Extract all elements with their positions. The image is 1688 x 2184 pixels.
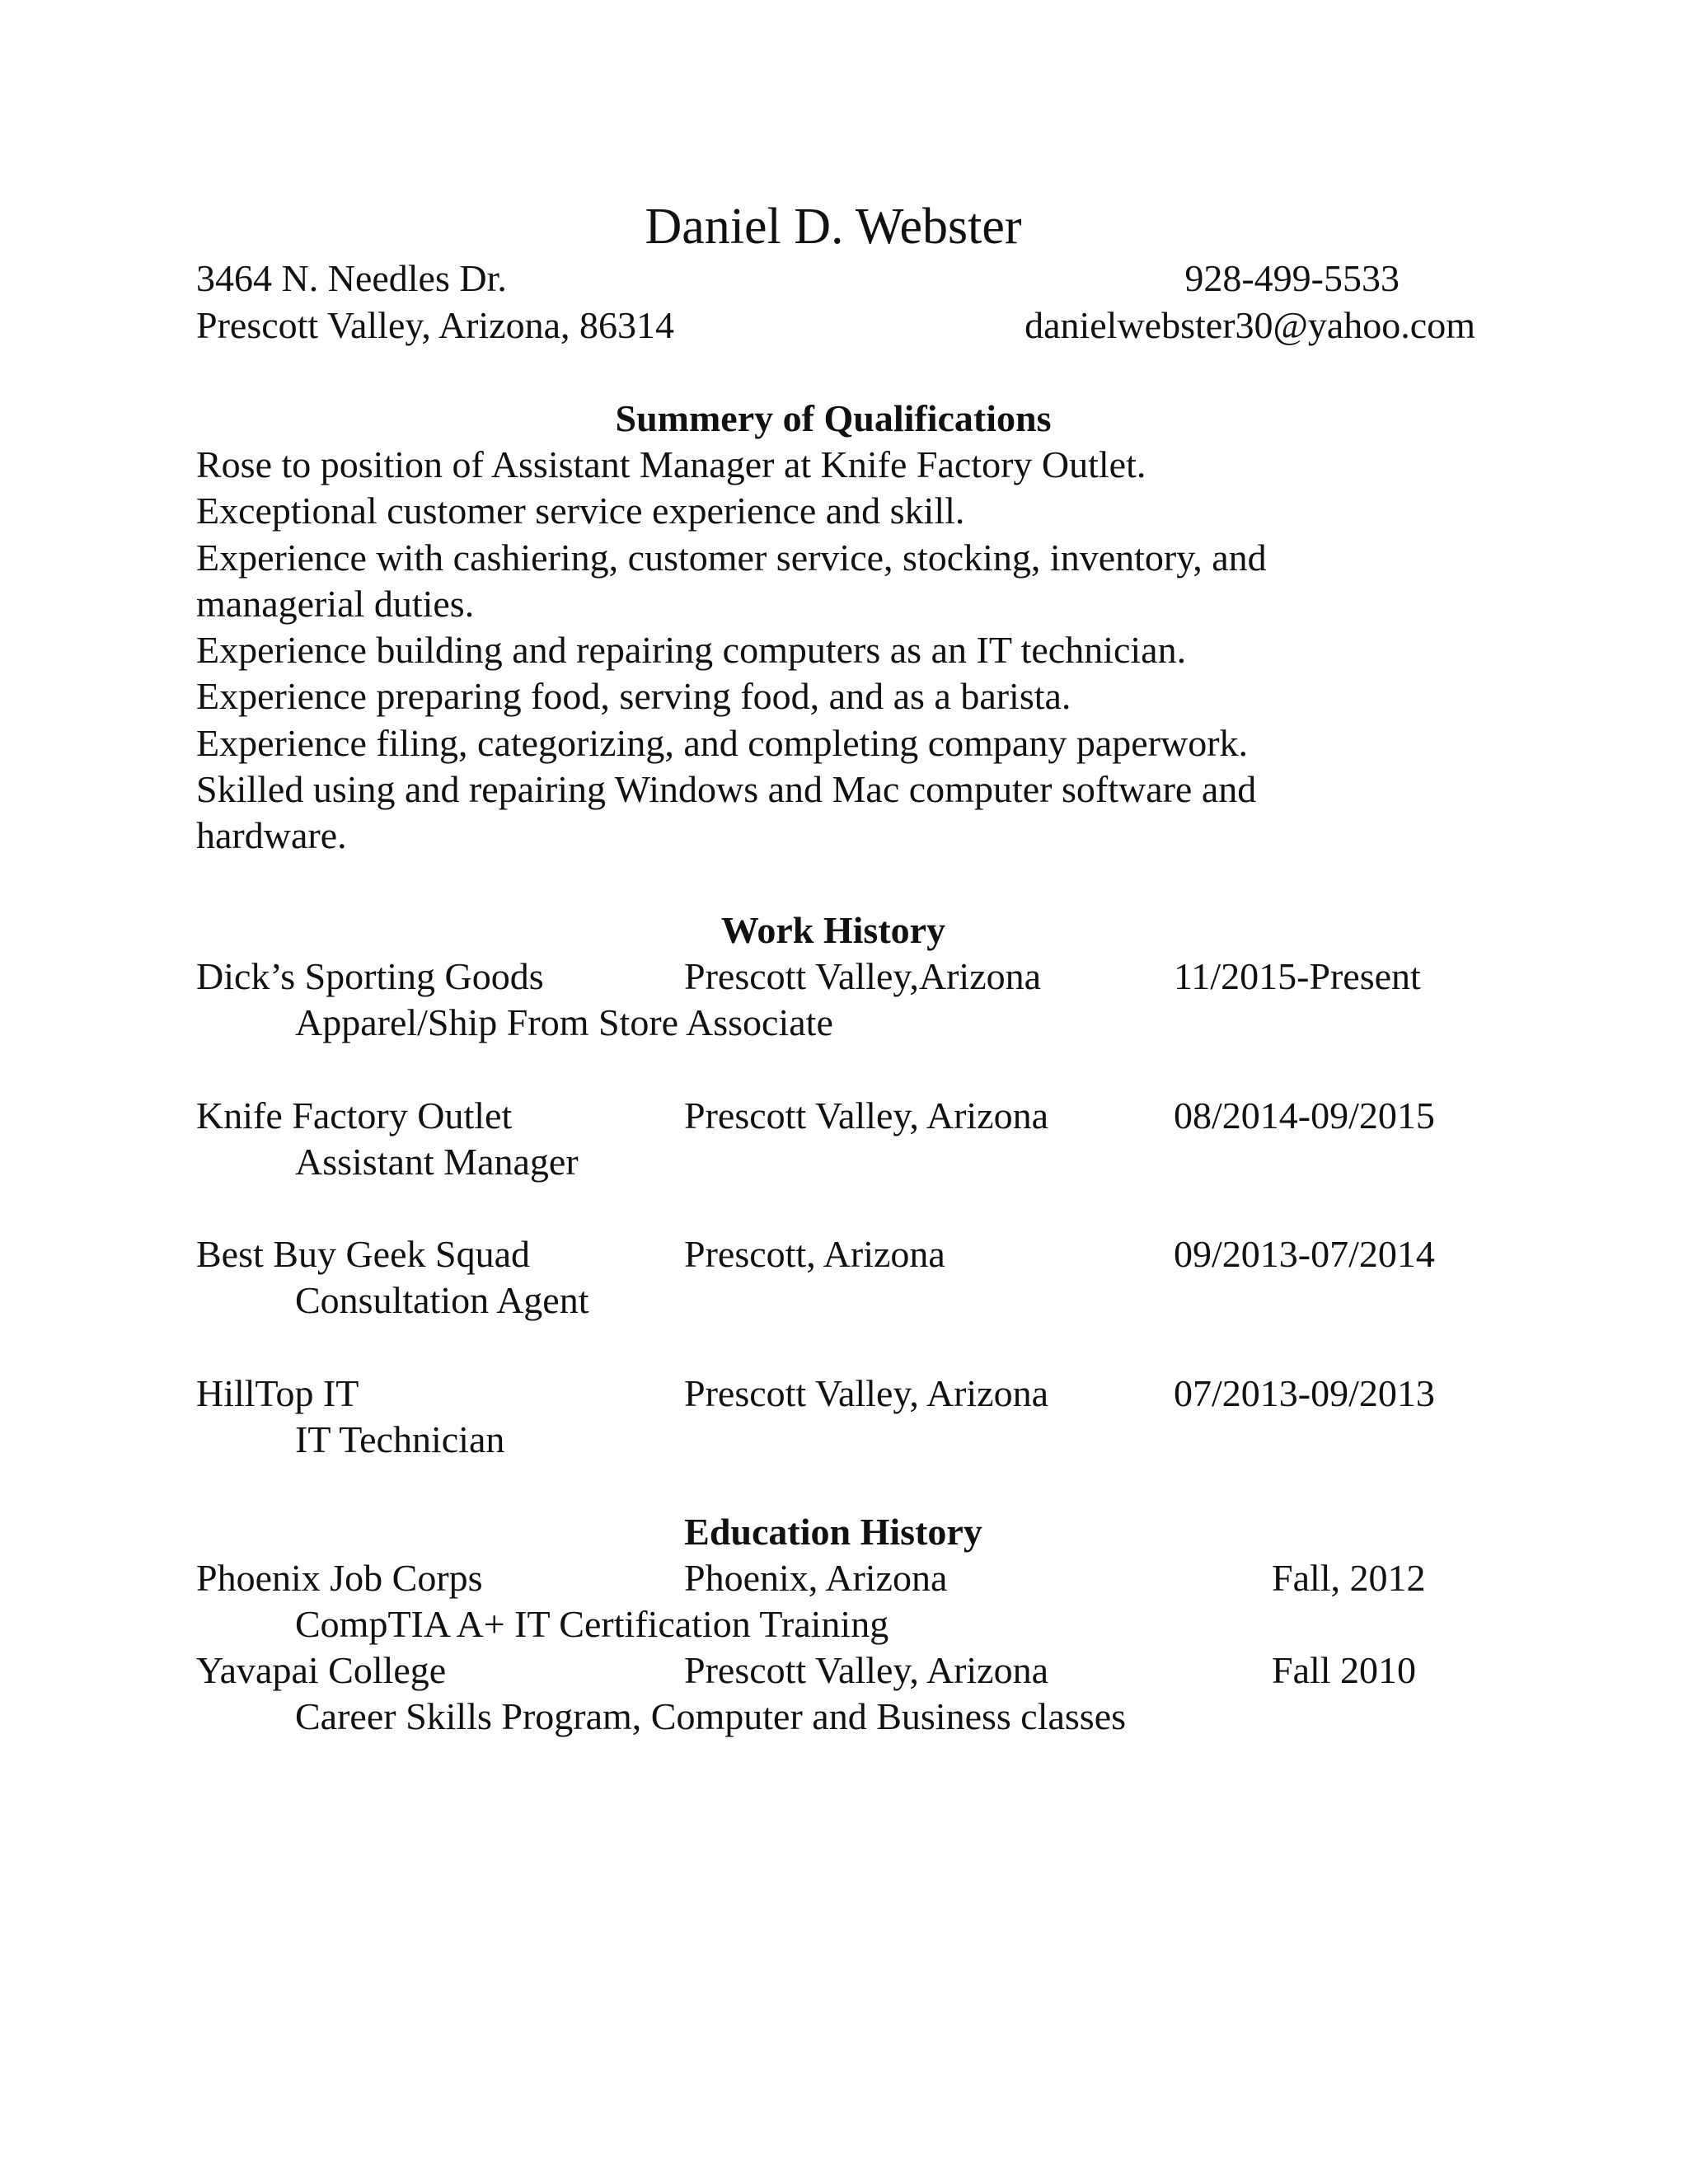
- summary-heading: Summery of Qualifications: [615, 397, 1052, 439]
- summary-line: managerial duties.: [196, 582, 475, 625]
- email-address: danielwebster30@yahoo.com: [1025, 304, 1475, 346]
- job-company: Best Buy Geek Squad: [196, 1233, 531, 1275]
- job-company: HillTop IT: [196, 1372, 359, 1414]
- job-location: Prescott Valley, Arizona: [684, 1372, 1049, 1414]
- job-role: Apparel/Ship From Store Associate: [295, 1001, 833, 1043]
- applicant-name: Daniel D. Webster: [645, 199, 1022, 255]
- address-line-2: Prescott Valley, Arizona, 86314: [196, 304, 675, 346]
- school-program: Career Skills Program, Computer and Business classes: [295, 1695, 1127, 1737]
- summary-line: Rose to position of Assistant Manager at Knife Factory Outlet.: [196, 443, 1146, 485]
- school-name: Phoenix Job Corps: [196, 1557, 483, 1599]
- school-dates: Fall, 2012: [1272, 1557, 1426, 1599]
- job-role: Consultation Agent: [295, 1279, 589, 1321]
- job-role: Assistant Manager: [295, 1141, 579, 1183]
- job-dates: 07/2013-09/2013: [1174, 1372, 1435, 1414]
- summary-line: Experience filing, categorizing, and completing company paperwork.: [196, 721, 1249, 764]
- job-dates: 11/2015-Present: [1174, 955, 1421, 997]
- summary-line: Exceptional customer service experience and skill.: [196, 490, 965, 532]
- job-location: Prescott, Arizona: [684, 1233, 945, 1275]
- summary-line: Skilled using and repairing Windows and Mac computer software and: [196, 768, 1257, 811]
- job-location: Prescott Valley,Arizona: [684, 955, 1042, 997]
- work-history-heading: Work History: [720, 909, 946, 951]
- job-role: IT Technician: [295, 1418, 505, 1460]
- address-line-1: 3464 N. Needles Dr.: [196, 257, 507, 299]
- summary-line: Experience building and repairing computers as an IT technician.: [196, 629, 1187, 672]
- school-name: Yavapai College: [196, 1649, 447, 1691]
- job-company: Knife Factory Outlet: [196, 1094, 513, 1137]
- education-history-heading: Education History: [684, 1511, 982, 1553]
- school-location: Prescott Valley, Arizona: [684, 1649, 1049, 1691]
- school-location: Phoenix, Arizona: [684, 1557, 948, 1599]
- summary-line: hardware.: [196, 814, 347, 857]
- school-dates: Fall 2010: [1272, 1649, 1417, 1691]
- job-dates: 09/2013-07/2014: [1174, 1233, 1435, 1275]
- phone-number: 928-499-5533: [1184, 257, 1400, 299]
- school-program: CompTIA A+ IT Certification Training: [295, 1603, 889, 1645]
- job-location: Prescott Valley, Arizona: [684, 1094, 1049, 1137]
- summary-line: Experience preparing food, serving food, and as a barista.: [196, 675, 1071, 718]
- summary-line: Experience with cashiering, customer service, stocking, inventory, and: [196, 536, 1267, 579]
- job-dates: 08/2014-09/2015: [1174, 1094, 1435, 1137]
- summary-list: [196, 442, 1482, 860]
- job-company: Dick’s Sporting Goods: [196, 955, 544, 997]
